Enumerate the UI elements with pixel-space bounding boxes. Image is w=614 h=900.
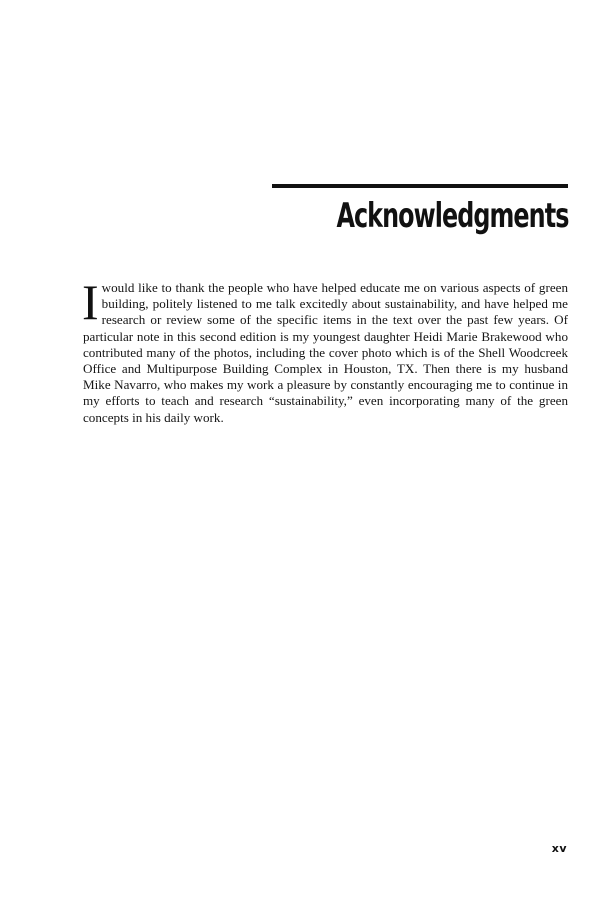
page-number: xv — [551, 842, 567, 855]
acknowledgment-paragraph — [82, 274, 568, 426]
drop-cap: I — [82, 274, 99, 330]
chapter-title: Acknowledgments — [335, 196, 568, 236]
paragraph-text: would like to thank the people who have helped educate me on various aspects of green building, politely listened to me talk excitedly about sustainability, and have helped me research or review some of the specific items in the text over the past few years. Of particular note in this second edition is my youngest daughter Heidi Marie Brakewood who contributed many of the photos, including the cover photo which is of the Shell Woodcreek Office and Multipurpose Building Complex in Houston, TX. Then there is my husband Mike Navarro, who makes my work a pleasure by constantly encouraging me to continue in my efforts to teach and research “sustainability,” even incorporating many of the green concepts in his daily work. — [83, 280, 568, 425]
title-rule — [272, 184, 568, 188]
